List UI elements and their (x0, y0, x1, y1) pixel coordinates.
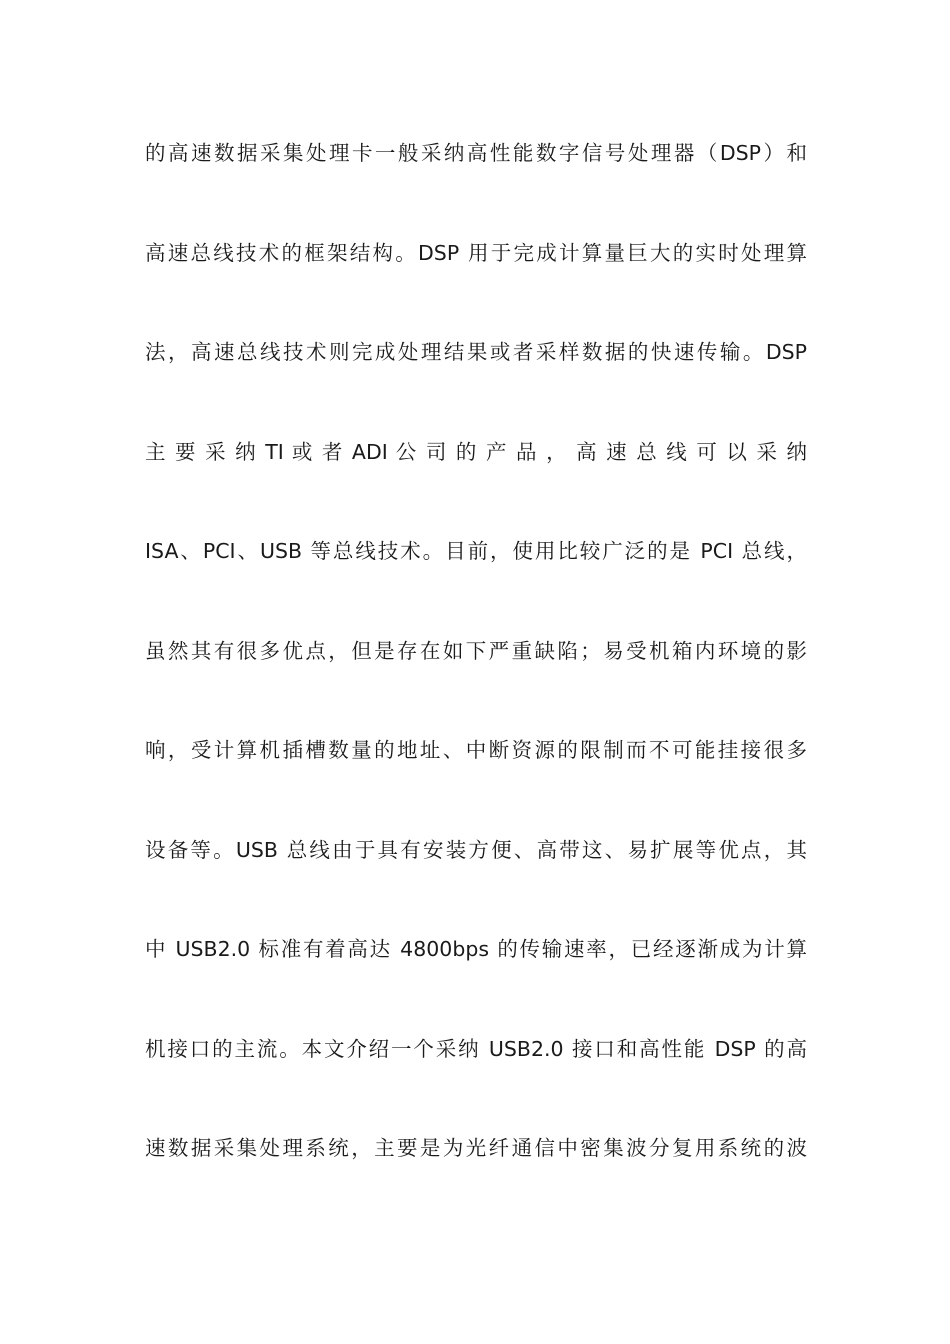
text-line: 的高速数据采集处理卡一般采纳高性能数字信号处理器（DSP）和 (145, 141, 807, 165)
text-line: 中 USB2.0 标准有着高达 4800bps 的传输速率，已经逐渐成为计算 (145, 937, 807, 961)
text-line: 虽然其有很多优点，但是存在如下严重缺陷；易受机箱内环境的影 (145, 638, 807, 663)
text-line: 速数据采集处理系统，主要是为光纤通信中密集波分复用系统的波 (145, 1136, 807, 1160)
body-paragraph (145, 133, 807, 1228)
text-line: 高速总线技术的框架结构。DSP 用于完成计算量巨大的实时处理算 (145, 240, 807, 265)
text-line: ISA、PCI、USB 等总线技术。目前，使用比较广泛的是 PCI 总线， (145, 539, 807, 563)
text-line: 设备等。USB 总线由于具有安装方便、高带这、易扩展等优点，其 (145, 837, 807, 862)
text-line: 主 要 采 纳 TI 或 者 ADI 公 司 的 产 品 ， 高 速 总 线 可 以 采 纳 (145, 439, 808, 464)
text-line: 机接口的主流。本文介绍一个采纳 USB2.0 接口和高性能 DSP 的高 (145, 1036, 807, 1061)
text-line: 法，高速总线技术则完成处理结果或者采样数据的快速传输。DSP (145, 340, 807, 364)
text-line: 响，受计算机插槽数量的地址、中断资源的限制而不可能挂接很多 (145, 738, 807, 762)
